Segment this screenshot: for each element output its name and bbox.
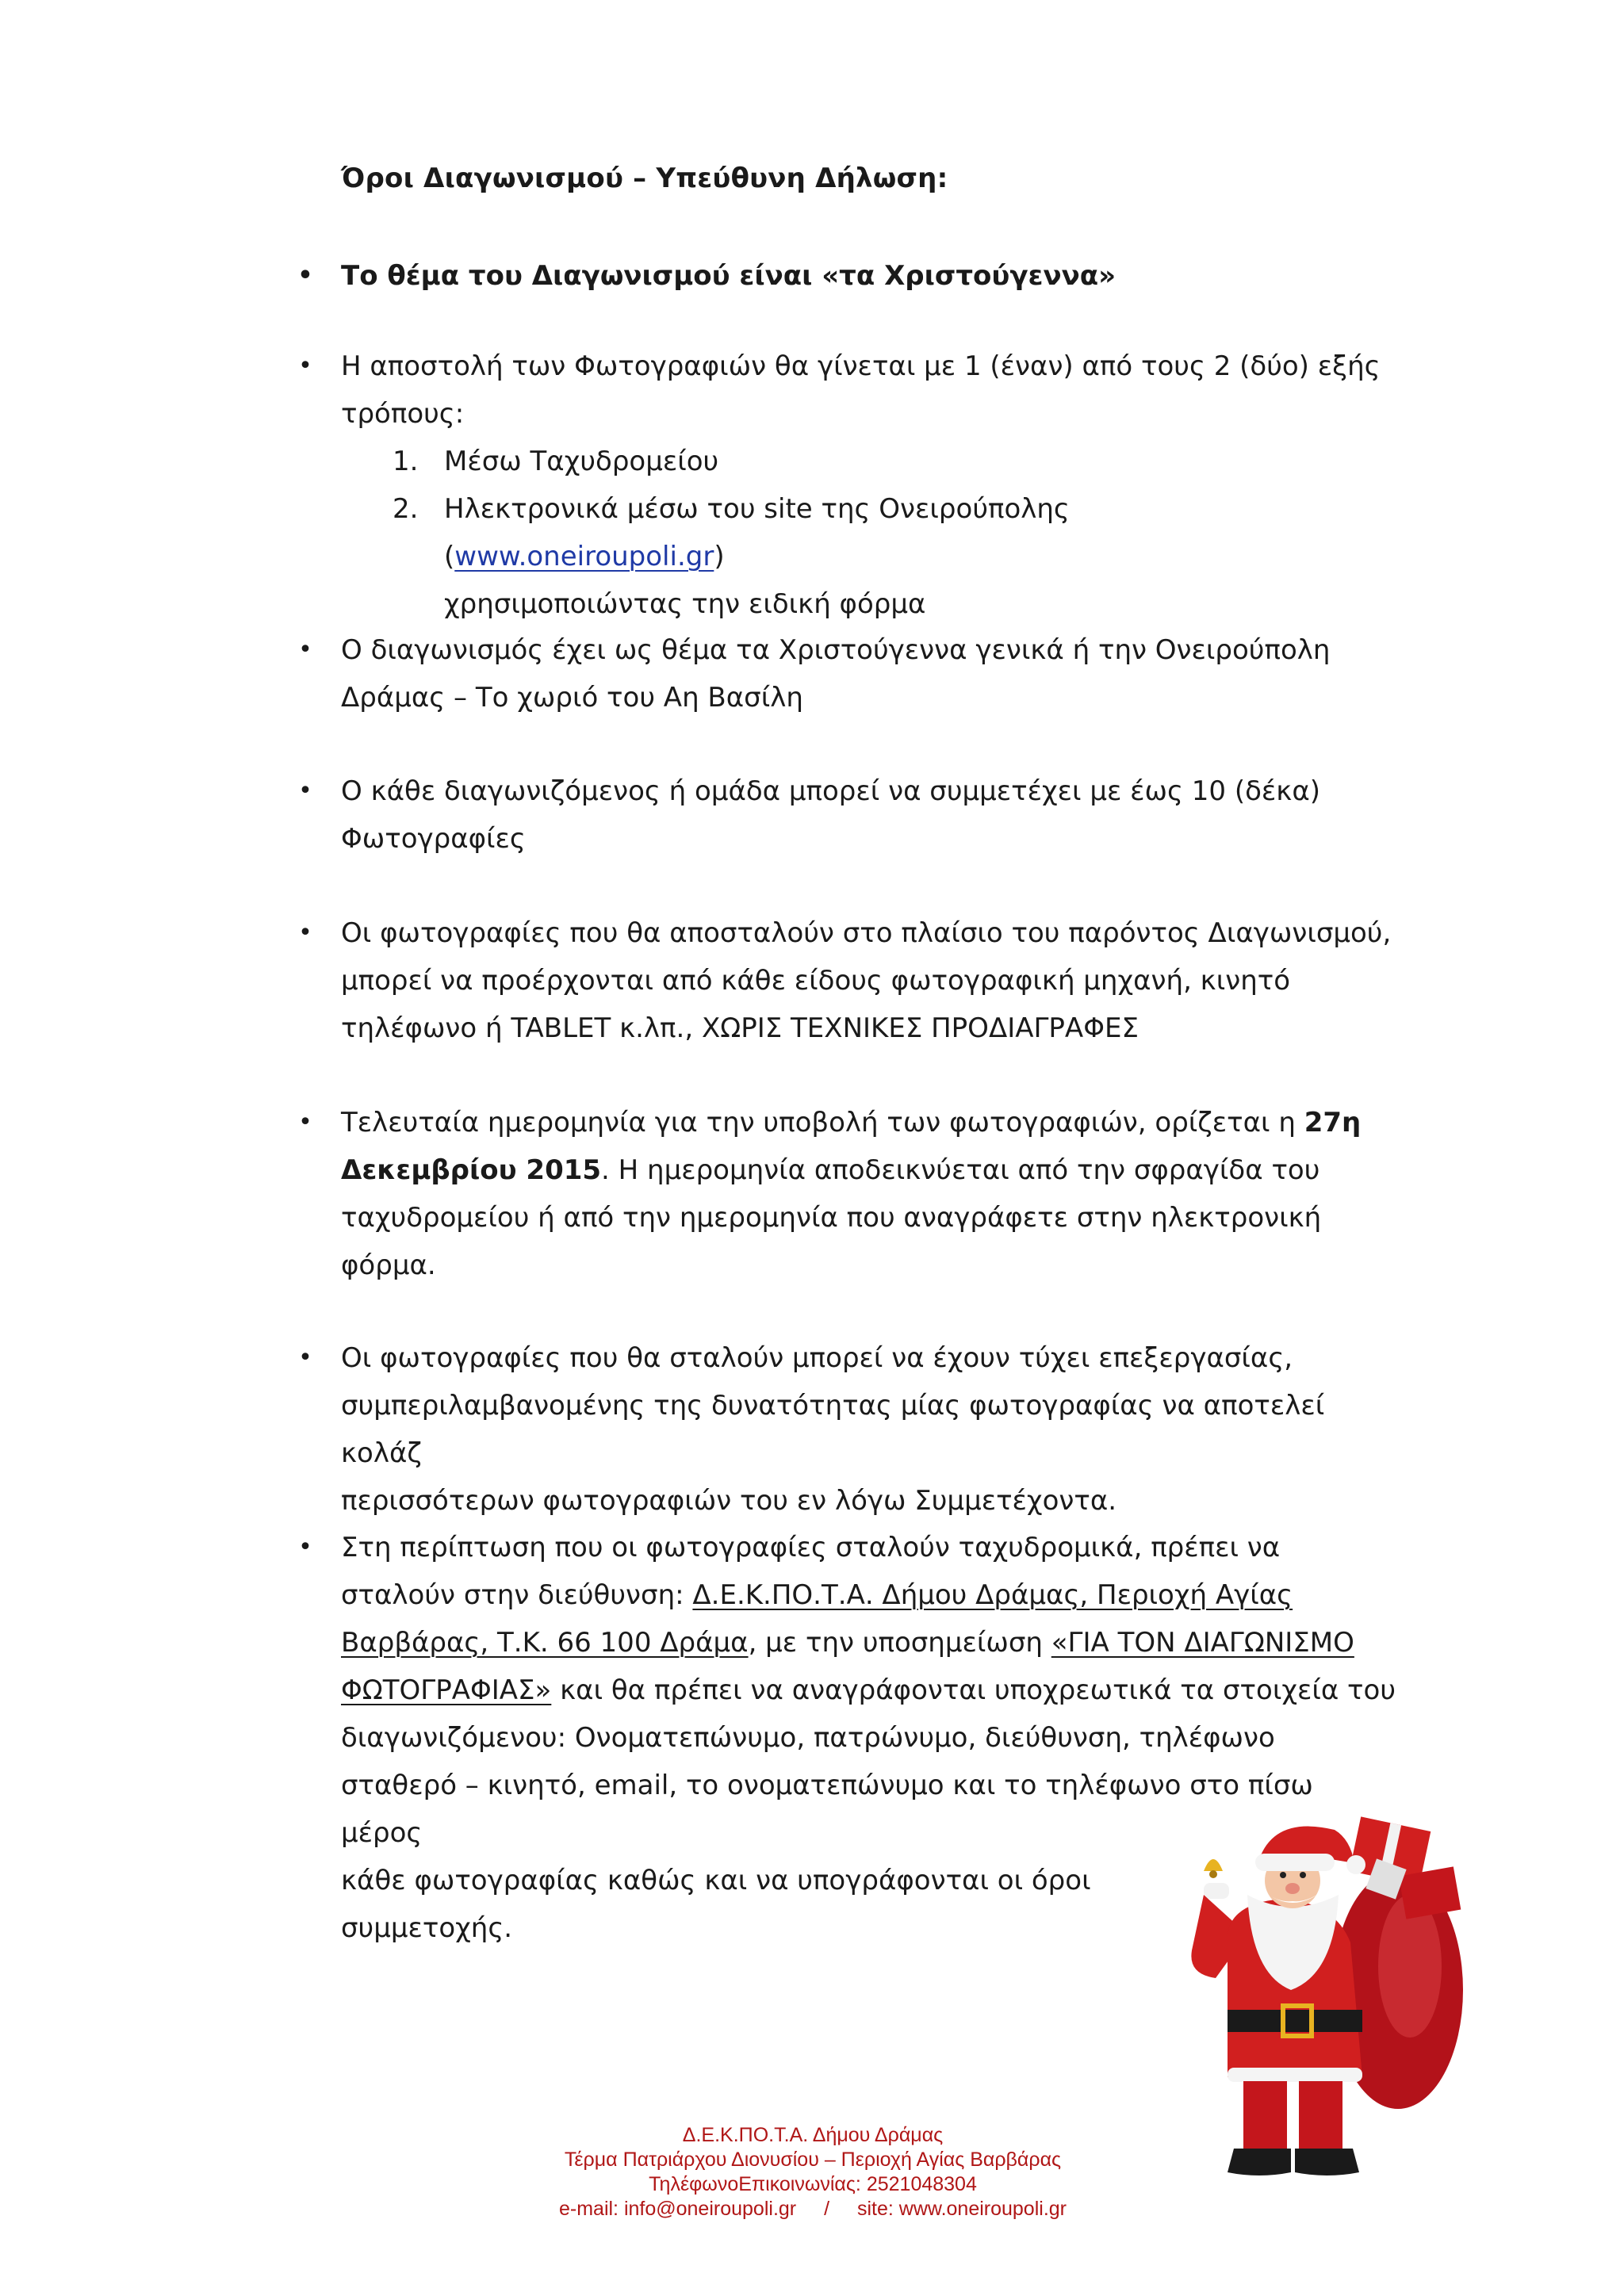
item-text: Η αποστολή των Φωτογραφιών θα γίνεται με 1 (έναν) από τους 2 (δύο) εξής [341,350,1381,382]
list-item-submission-methods [298,342,1396,438]
item-text: συμπεριλαμβανομένης της δυνατότητας μίας φωτογραφίας να αποτελεί κολάζ [341,1390,1325,1469]
bullet-icon: • [298,777,312,805]
item-text: και θα πρέπει να αναγράφονται υποχρεωτικά τα στοιχεία του [551,1674,1396,1706]
item-text: σταλούν στην διεύθυνση: [341,1579,693,1611]
website-link[interactable]: www.oneiroupoli.gr [454,541,714,572]
footer-website[interactable]: site: www.oneiroupoli.gr [856,2198,1067,2220]
item-text: Το θέμα του Διαγωνισμού είναι «τα Χριστούγεννα» [341,260,1116,292]
bullet-icon: • [298,1108,312,1136]
deadline-day: 27η [1304,1107,1362,1138]
item-text: τρόπους: [341,398,465,430]
footer-email[interactable]: e-mail: info@oneiroupoli.gr [558,2198,797,2220]
footer-phone: ΤηλέφωνοΕπικοινωνίας: 2521048304 [649,2173,977,2195]
sub-item-online [393,485,1344,628]
item-text: Οι φωτογραφίες που θα αποσταλούν στο πλαίσιο του παρόντος Διαγωνισμού, [341,917,1392,949]
footer-address: Τέρμα Πατριάρχου Διονυσίου – Περιοχή Αγίας Βαρβάρας [564,2149,1062,2171]
envelope-note: ΦΩΤΟΓΡΑΦΙΑΣ» [341,1674,552,1706]
deadline-month-year: Δεκεμβρίου 2015 [341,1154,602,1186]
sub-item-number: 1. [393,446,419,477]
bullet-icon: • [298,352,312,380]
item-text: φόρμα. [341,1249,436,1281]
footer-contact [444,2123,1182,2221]
item-text: , με την υποσημείωση [748,1627,1051,1659]
item-text: τηλέφωνο ή TABLET κ.λπ., ΧΩΡΙΣ ΤΕΧΝΙΚΕΣ ΠΡΟΔΙΑΓΡΑΦΕΣ [341,1012,1139,1044]
sub-item-number: 2. [393,493,419,525]
sub-item-post [393,438,1344,485]
item-text: διαγωνιζόμενου: Ονοματεπώνυμο, πατρώνυμο, διεύθυνση, τηλέφωνο [341,1722,1275,1754]
bullet-icon: • [298,919,312,947]
item-text: Στη περίπτωση που οι φωτογραφίες σταλούν ταχυδρομικά, πρέπει να [341,1532,1281,1563]
list-item-deadline [298,1099,1396,1289]
list-item-theme [297,252,1396,300]
item-text: σταθερό – κινητό, email, το ονοματεπώνυμο και το τηλέφωνο στο πίσω μέρος [341,1770,1313,1849]
item-text: κάθε φωτογραφίας καθώς και να υπογράφονται οι όροι [341,1865,1091,1896]
list-item-contest-theme [298,626,1396,721]
footer-organization: Δ.Ε.Κ.ΠΟ.Τ.Α. Δήμου Δράμας [682,2124,944,2146]
sub-item-text: ) [714,541,725,572]
item-text: μπορεί να προέρχονται από κάθε είδους φωτογραφική μηχανή, κινητό [341,965,1291,997]
item-text: συμμετοχής. [341,1912,513,1944]
bullet-icon: • [298,1533,312,1561]
item-text: Δράμας – Το χωριό του Αη Βασίλη [341,682,803,714]
list-item-devices [298,909,1396,1052]
item-text: περισσότερων φωτογραφιών του εν λόγω Συμμετέχοντα. [341,1485,1117,1517]
bullet-icon: • [298,1344,312,1372]
postal-address: Βαρβάρας, Τ.Κ. 66 100 Δράμα [341,1627,749,1659]
list-item-photo-limit [298,767,1396,863]
bullet-icon: • [298,636,312,664]
sub-item-text: χρησιμοποιώντας την ειδική φόρμα [444,588,926,620]
submission-methods-list [393,438,1344,628]
santa-claus-icon [1172,1816,1465,2180]
envelope-note: «ΓΙΑ ΤΟΝ ΔΙΑΓΩΝΙΣΜΟ [1051,1627,1354,1659]
item-text: Ο διαγωνισμός έχει ως θέμα τα Χριστούγεννα γενικά ή την Ονειρούπολη [341,634,1331,666]
sub-item-text: Μέσω Ταχυδρομείου [444,446,719,477]
item-text: Ο κάθε διαγωνιζόμενος ή ομάδα μπορεί να συμμετέχει με έως 10 (δέκα) [341,775,1320,807]
item-text: . Η ημερομηνία αποδεικνύεται από την σφραγίδα του [601,1154,1320,1186]
sub-item-text: Ηλεκτρονικά μέσω του site της Ονειρούπολης ( [444,493,1070,572]
item-text: ταχυδρομείου ή από την ημερομηνία που αναγράφετε στην ηλεκτρονική [341,1202,1322,1234]
footer-separator: / [824,2198,830,2220]
postal-address: Δ.Ε.Κ.ΠΟ.Τ.Α. Δήμου Δράμας, Περιοχή Αγίας [692,1579,1293,1611]
item-text: Φωτογραφίες [341,823,526,855]
item-text: Τελευταία ημερομηνία για την υποβολή των φωτογραφιών, ορίζεται η [341,1107,1304,1138]
bullet-icon: • [297,262,313,289]
list-item-editing [298,1334,1396,1525]
page-title: Όροι Διαγωνισμού – Υπεύθυνη Δήλωση: [341,163,948,194]
item-text: Οι φωτογραφίες που θα σταλούν μπορεί να έχουν τύχει επεξεργασίας, [341,1342,1293,1374]
